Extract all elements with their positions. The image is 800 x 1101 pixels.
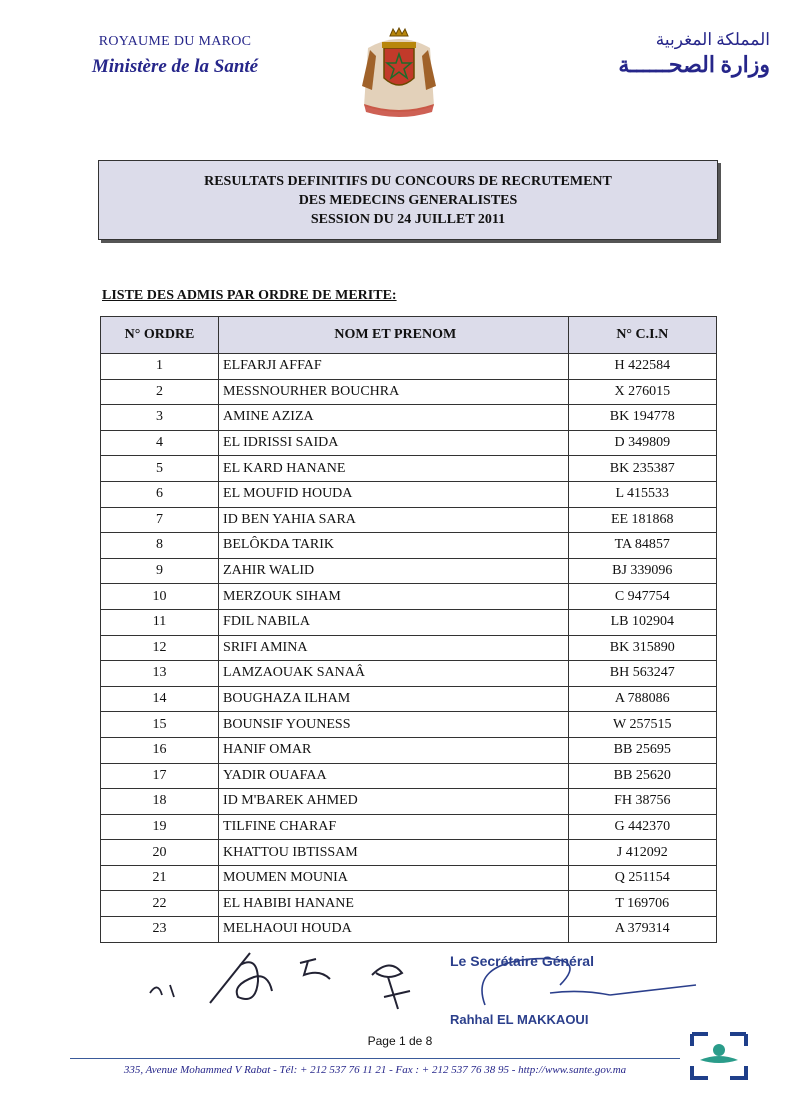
row-cin: FH 38756 [568,789,716,815]
row-cin: C 947754 [568,584,716,610]
table-row [101,456,717,482]
row-order: 13 [101,661,219,687]
footer-address: 335, Avenue Mohammed V Rabat - Tél: + 212 537 76 11 21 - Fax : + 212 537 76 38 95 - http://www.sante.gov.ma [123,1064,627,1076]
row-order: 6 [101,481,219,507]
results-title-box [98,160,718,240]
kingdom-name-fr: ROYAUME DU MAROC [98,34,252,49]
row-order: 9 [101,558,219,584]
table-row [101,763,717,789]
table-row [101,737,717,763]
row-name: MELHAOUI HOUDA [219,917,569,943]
title-line-1: RESULTATS DEFINITIFS DU CONCOURS DE RECRUTEMENT [204,173,612,189]
row-order: 4 [101,430,219,456]
table-row [101,379,717,405]
row-order: 10 [101,584,219,610]
table-header-row [101,317,717,354]
row-cin: T 169706 [568,891,716,917]
row-cin: L 415533 [568,481,716,507]
row-name: MOUMEN MOUNIA [219,865,569,891]
row-cin: W 257515 [568,712,716,738]
table-row [101,558,717,584]
row-name: LAMZAOUAK SANAÂ [219,661,569,687]
row-cin: BJ 339096 [568,558,716,584]
header-cin: N° C.I.N [568,317,716,354]
table-row [101,481,717,507]
row-name: ELFARJI AFFAF [219,354,569,380]
row-order: 8 [101,533,219,559]
row-order: 17 [101,763,219,789]
row-name: EL KARD HANANE [219,456,569,482]
table-row [101,814,717,840]
row-cin: D 349809 [568,430,716,456]
row-cin: Q 251154 [568,865,716,891]
table-row [101,865,717,891]
row-order: 5 [101,456,219,482]
row-name: BOUNSIF YOUNESS [219,712,569,738]
table-row [101,584,717,610]
row-order: 20 [101,840,219,866]
row-order: 18 [101,789,219,815]
header-order: N° ORDRE [101,317,219,354]
table-row [101,661,717,687]
table-row [101,635,717,661]
row-cin: BK 194778 [568,405,716,431]
header-left [60,34,290,78]
table-row [101,840,717,866]
footer-divider [70,1058,680,1059]
royal-coat-of-arms-icon [354,26,444,118]
row-name: EL IDRISSI SAIDA [219,430,569,456]
header-name: NOM ET PRENOM [219,317,569,354]
row-name: MESSNOURHER BOUCHRA [219,379,569,405]
table-row [101,507,717,533]
row-name: SRIFI AMINA [219,635,569,661]
table-row [101,354,717,380]
table-row [101,405,717,431]
row-name: ZAHIR WALID [219,558,569,584]
table-row [101,430,717,456]
row-cin: X 276015 [568,379,716,405]
table-row [101,686,717,712]
row-name: KHATTOU IBTISSAM [219,840,569,866]
signatory-title: Le Secrétaire Général [450,953,594,969]
row-order: 14 [101,686,219,712]
row-order: 22 [101,891,219,917]
row-order: 1 [101,354,219,380]
title-line-3: SESSION DU 24 JUILLET 2011 [310,211,506,227]
row-name: EL HABIBI HANANE [219,891,569,917]
row-name: MERZOUK SIHAM [219,584,569,610]
ministry-logo-icon [688,1030,750,1082]
row-name: EL MOUFID HOUDA [219,481,569,507]
title-line-2: DES MEDECINS GENERALISTES [298,192,518,208]
row-order: 7 [101,507,219,533]
row-name: BOUGHAZA ILHAM [219,686,569,712]
row-cin: BH 563247 [568,661,716,687]
ministry-name-ar: وزارة الصحــــــة [618,52,770,77]
row-name: AMINE AZIZA [219,405,569,431]
row-order: 21 [101,865,219,891]
row-cin: J 412092 [568,840,716,866]
row-order: 11 [101,609,219,635]
table-row [101,891,717,917]
table-row [101,609,717,635]
kingdom-name-ar: المملكة المغربية [655,30,770,49]
row-cin: BK 235387 [568,456,716,482]
row-cin: LB 102904 [568,609,716,635]
row-name: ID M'BAREK AHMED [219,789,569,815]
page-number: Page 1 de 8 [367,1034,433,1048]
row-order: 16 [101,737,219,763]
row-cin: G 442370 [568,814,716,840]
row-cin: EE 181868 [568,507,716,533]
row-name: TILFINE CHARAF [219,814,569,840]
row-cin: A 379314 [568,917,716,943]
signatures-handwritten [140,945,700,1035]
row-order: 3 [101,405,219,431]
row-name: ID BEN YAHIA SARA [219,507,569,533]
row-name: BELÔKDA TARIK [219,533,569,559]
row-name: HANIF OMAR [219,737,569,763]
table-row [101,917,717,943]
row-cin: TA 84857 [568,533,716,559]
header-right [560,30,770,78]
row-order: 19 [101,814,219,840]
ministry-name-fr: Ministère de la Santé [91,56,259,77]
row-name: YADIR OUAFAA [219,763,569,789]
row-order: 23 [101,917,219,943]
row-cin: BK 315890 [568,635,716,661]
results-table [100,316,717,943]
row-cin: A 788086 [568,686,716,712]
row-name: FDIL NABILA [219,609,569,635]
table-row [101,533,717,559]
row-order: 12 [101,635,219,661]
row-cin: BB 25695 [568,737,716,763]
row-order: 2 [101,379,219,405]
list-heading: LISTE DES ADMIS PAR ORDRE DE MERITE: [102,288,397,303]
signatory-name: Rahhal EL MAKKAOUI [450,1012,589,1027]
table-row [101,789,717,815]
row-cin: BB 25620 [568,763,716,789]
table-row [101,712,717,738]
row-order: 15 [101,712,219,738]
row-cin: H 422584 [568,354,716,380]
